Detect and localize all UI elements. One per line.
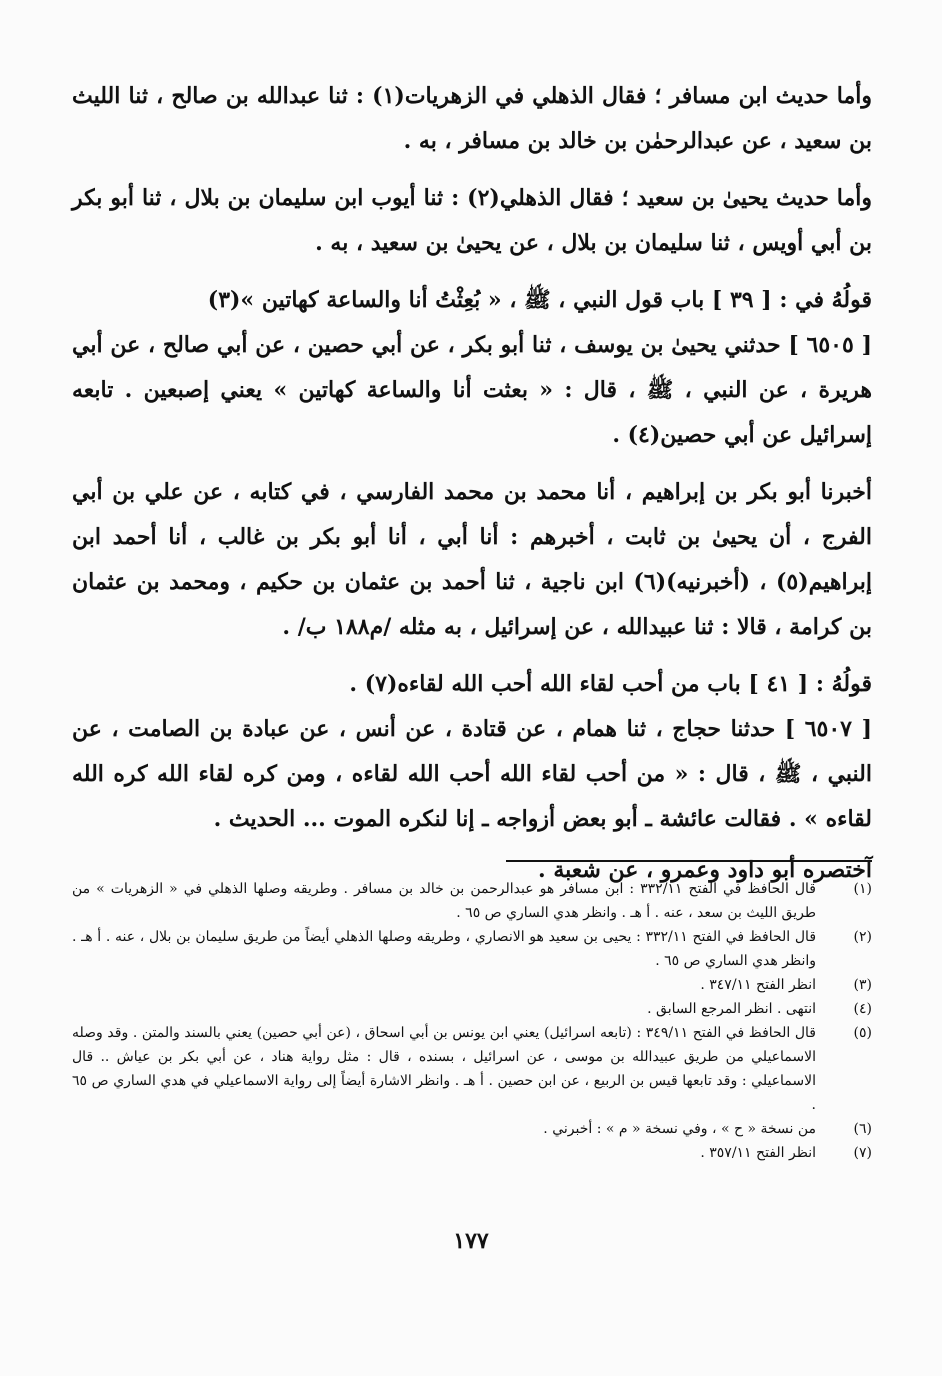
footnote-number: (٦) [853,1121,872,1137]
footnote-separator [506,860,872,862]
paragraph-ibn-musafir: وأما حديث ابن مسافر ؛ فقال الذهلي في الزهريات(١) : ثنا عبدالله بن صالح ، ثنا الليث بن سعيد ، عن عبدالرحمٰن بن خالد بن مسافر ، به . [72,83,872,154]
footnote-text: قال الحافظ في الفتح ٣٣٢/١١ : ابن مسافر هو عبدالرحمن بن خالد بن مسافر . وطريقه وصلها الذهلي في « الزهريات » من طريق الليث بن سعد ، عنه . أ هـ . وانظر هدي الساري ص ٦٥ . [72,881,816,921]
paragraph-isnad: أخبرنا أبو بكر بن إبراهيم ، أنا محمد بن محمد الفارسي ، في كتابه ، عن علي بن أبي الفرج ، أن يحيىٰ بن ثابت ، أخبرهم : أنا أبي ، أنا أبو بكر بن غالب ، أنا أحمد ابن إبراهيم(٥) ، (أخبرنيه)(٦) ابن ناجية ، ثنا أحمد بن عثمان بن حكيم ، ومحمد بن عثمان بن كرامة ، قالا : ثنا عبيدالله ، عن إسرائيل ، به مثله /م١٨٨ ب/ . [72,479,873,640]
page-number: ١٧٧ [453,1228,489,1254]
footnote-number: (٥) [853,1025,872,1041]
hadith-6505: [ ٦٥٠٥ ] حدثني يحيىٰ بن يوسف ، ثنا أبو بكر ، عن أبي حصين ، عن أبي صالح ، عن أبي هريرة ، عن النبي ، ﷺ ، قال : « بعثت أنا والساعة كهاتين » يعني إصبعين . تابعه إسرائيل عن أبي حصين(٤) . [72,332,872,448]
paragraph-yahya-ibn-said: وأما حديث يحيىٰ بن سعيد ؛ فقال الذهلي(٢) : ثنا أيوب ابن سليمان بن بلال ، ثنا أبو بكر بن أبي أويس ، ثنا سليمان بن بلال ، عن يحيىٰ بن سعيد ، به . [72,185,873,256]
footnote-4 [72,997,872,1021]
footnote-2 [72,925,872,973]
footnote-number: (٢) [853,929,872,945]
footnote-number: (١) [853,881,872,897]
paragraph-bab-41 [72,662,872,842]
footnotes [72,877,872,1165]
footnote-5 [72,1021,872,1117]
paragraph-bab-39 [72,278,872,458]
footnote-number: (٣) [853,977,872,993]
main-text [72,74,872,893]
footnote-text: انتهى . انظر المرجع السابق . [647,1001,816,1017]
footnote-7 [72,1141,872,1165]
hadith-6507: [ ٦٥٠٧ ] حدثنا حجاج ، ثنا همام ، عن قتادة ، عن أنس ، عن عبادة بن الصامت ، عن النبي ، ﷺ ، قال : « من أحب لقاء الله أحب الله لقاءه ، ومن كره لقاء الله كره الله لقاءه » . فقالت عائشة ـ أبو بعض أزواجه ـ إنا لنكره الموت ... الحديث . [72,716,872,832]
footnote-text: انظر الفتح ٣٤٧/١١ . [700,977,816,993]
footnote-3 [72,973,872,997]
footnote-number: (٧) [853,1145,872,1161]
bab-39-heading: قولُهُ في : [ ٣٩ ] باب قول النبي ، ﷺ ، « بُعِثْتُ أنا والساعة كهاتين »(٣) [207,287,872,313]
footnote-6 [72,1117,872,1141]
bab-41-heading: قولُهُ : [ ٤١ ] باب من أحب لقاء الله أحب الله لقاءه(٧) . [349,671,872,697]
footnote-text: قال الحافظ في الفتح ٣٤٩/١١ : (تابعه اسرائيل) يعني ابن يونس بن أبي اسحاق ، (عن أبي حصين) يعني بالسند والمتن . وقد وصله الاسماعيلي من طريق عبيدالله بن موسى ، عن اسرائيل ، بسنده ، قال : مثل رواية هناد ، عن أبي بكر بن عياش .. قال الاسماعيلي : وقد تابعها قيس بن الربيع ، عن ابن حصين . أ هـ . وانظر الاشارة أيضاً إلى رواية الاسماعيلي في هدي الساري ص ٦٥ . [72,1025,816,1113]
footnote-text: من نسخة « ح » ، وفي نسخة « م » : أخبرني . [543,1121,816,1137]
footnote-text: قال الحافظ في الفتح ٣٣٢/١١ : يحيى بن سعيد هو الانصاري ، وطريقه وصلها الذهلي أيضاً من طريق سليمان بن بلال ، عنه . أ هـ . وانظر هدي الساري ص ٦٥ . [72,929,817,969]
footnote-text: انظر الفتح ٣٥٧/١١ . [700,1145,816,1161]
paragraph-abu-dawud: آختصره أبو داود وعمرو ، عن شعبة . [538,857,872,883]
footnote-1 [72,877,872,925]
footnote-number: (٤) [853,1001,872,1017]
